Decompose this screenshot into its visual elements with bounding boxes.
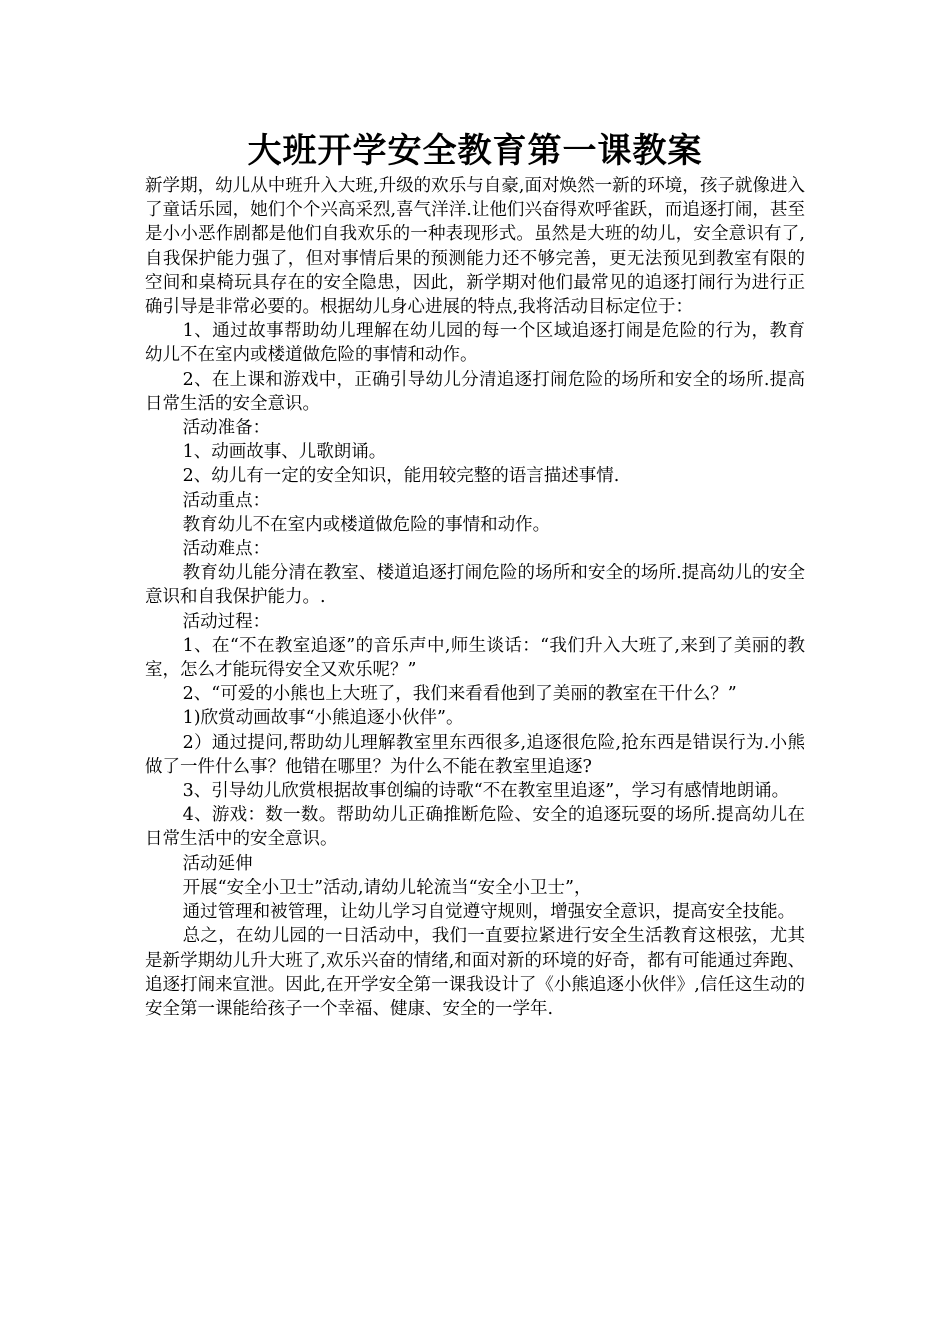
page-title: 大班开学安全教育第一课教案: [247, 131, 703, 171]
paragraph: 开展“安全小卫士”活动,请幼儿轮流当“安全小卫士”，: [182, 877, 592, 898]
paragraph: 活动延伸: [182, 853, 253, 874]
paragraph: 3、引导幼儿欣赏根据故事创编的诗歌“不在教室里追逐”，学习有感情地朗诵。: [182, 781, 790, 802]
paragraph: 2、“可爱的小熊也上大班了，我们来看看他到了美丽的教室在干什么？”: [182, 684, 737, 705]
paragraph: 通过管理和被管理，让幼儿学习自觉遵守规则，增强安全意识，提高安全技能。: [182, 902, 796, 923]
paragraph: 2、在上课和游戏中，正确引导幼儿分清追逐打闹危险的场所和安全的场所.提高日常生活的安全意识。: [145, 369, 805, 414]
paragraph: 2、幼儿有一定的安全知识，能用较完整的语言描述事情.: [182, 466, 620, 487]
document-body: [145, 128, 805, 1021]
paragraph: 活动过程：: [182, 611, 271, 632]
paragraph: 新学期，幼儿从中班升入大班,升级的欢乐与自豪,面对焕然一新的环境，孩子就像进入了童话乐园，她们个个兴高采烈,喜气洋洋.让他们兴奋得欢呼雀跃，而追逐打闹，甚至是小小恶作剧都是他们自我欢乐的一种表现形式。虽然是大班的幼儿，安全意识有了,自我保护能力强了，但对事情后果的预测能力还不够完善，更无法预见到教室有限的空间和桌椅玩具存在的安全隐患，因此，新学期对他们最常见的追逐打闹行为进行正确引导是非常必要的。根据幼儿身心进展的特点,我将活动目标定位于：: [145, 176, 805, 318]
paragraph: 1、在“不在教室追逐”的音乐声中,师生谈话：“我们升入大班了,来到了美丽的教室，怎么才能玩得安全又欢乐呢？”: [145, 635, 805, 681]
paragraph: 1)欣赏动画故事“小熊追逐小伙伴”。: [182, 708, 464, 729]
paragraph: 总之，在幼儿园的一日活动中，我们一直要拉紧进行安全生活教育这根弦，尤其是新学期幼儿升大班了,欢乐兴奋的情绪,和面对新的环境的好奇，都有可能通过奔跑、追逐打闹来宣泄。因此,在开学安全第一课我设计了《小熊追逐小伙伴》,信任这生动的安全第一课能给孩子一个幸福、健康、安全的一学年.: [145, 926, 805, 1019]
paragraph: 4、游戏：数一数。帮助幼儿正确推断危险、安全的追逐玩耍的场所.提高幼儿在日常生活中的安全意识。: [145, 805, 805, 850]
paragraph: 教育幼儿不在室内或楼道做危险的事情和动作。: [182, 514, 551, 535]
paragraph: 2）通过提问,帮助幼儿理解教室里东西很多,追逐很危险,抢东西是错误行为.小熊做了一件什么事？他错在哪里？为什么不能在教室里追逐?: [145, 732, 805, 777]
paragraph: 1、动画故事、儿歌朗诵。: [182, 442, 387, 463]
paragraph: 活动重点：: [182, 490, 271, 511]
paragraph: 1、通过故事帮助幼儿理解在幼儿园的每一个区域追逐打闹是危险的行为，教育幼儿不在室内或楼道做危险的事情和动作。: [145, 321, 805, 366]
paragraph: 活动准备：: [182, 418, 271, 439]
paragraph-list: [145, 174, 805, 1021]
paragraph: 教育幼儿能分清在教室、楼道追逐打闹危险的场所和安全的场所.提高幼儿的安全意识和自我保护能力。.: [145, 563, 805, 608]
paragraph: 活动难点：: [182, 539, 271, 560]
